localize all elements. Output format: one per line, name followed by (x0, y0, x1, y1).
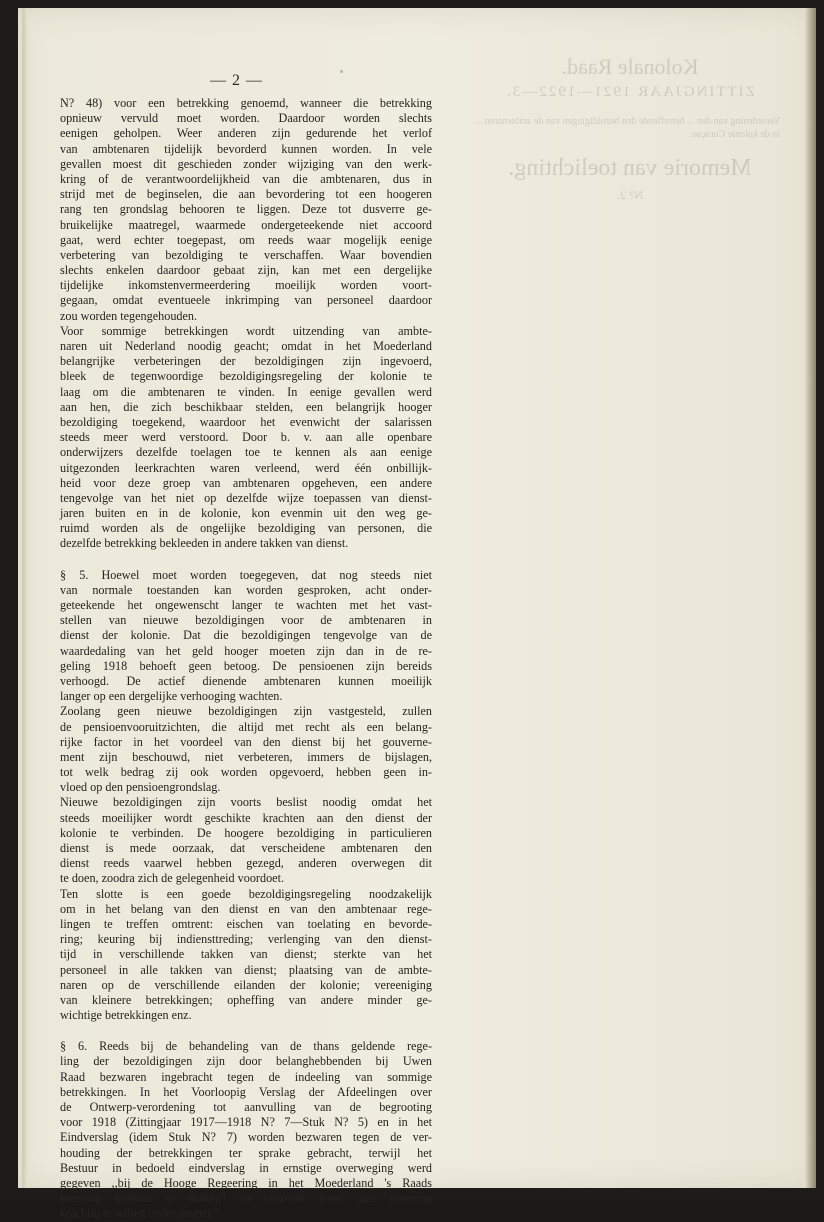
bleed-line-3: Verordening van den ... betreffende den bezoldigingen van de ambtenaren ... in de kolonie Curaçao. (474, 116, 780, 140)
text-line: krachtig te willen ondersteunen". (60, 1206, 222, 1221)
text-line: uitgezonden leerkrachten waren verleend, werd één onbillijk- (60, 460, 432, 475)
text-line: betrekkingen. In het Voorloopig Verslag der Afdeelingen over (60, 1084, 432, 1099)
text-line: tengevolge van het niet op dezelfde wijze toepassen van dienst- (60, 490, 432, 505)
text-line: bruikelijke maatregel, waarmede ondergeteekende niet accoord (60, 217, 432, 232)
bleed-line-4: Memorie van toelichting. (508, 155, 752, 181)
text-line: dezelfde betrekking bekleeden in andere takken van dienst. (60, 536, 349, 551)
text-line: langer op een dergelijke verhooging wachten. (60, 689, 283, 704)
text-line: tijdelijke inkomstenvermeerdering moeilijk worden voort- (60, 278, 432, 293)
paragraph-gap (60, 1023, 432, 1039)
text-line: lingen te treffen omtrent: eischen van toelating en bevorde- (60, 916, 432, 931)
text-line: ling der bezoldigingen zijn door belanghebbenden bij Uwen (60, 1054, 432, 1069)
text-line: geling 1918 behoeft geen betoog. De pensioenen zijn bereids (60, 658, 432, 673)
text-line: Raad bezwaren ingebracht tegen de indeeling van sommige (60, 1069, 432, 1084)
text-line: ring; keuring bij indiensttreding; verlenging van den dienst- (60, 932, 432, 947)
text-line: aan hen, die zich beschikbaar stelden, een belangrijk hooger (60, 399, 432, 414)
text-line: eenigen geholpen. Weer anderen zijn gedurende het verlof (60, 126, 432, 141)
text-line: naren op de verschillende eilanden der kolonie; vereeniging (60, 977, 432, 992)
text-line: bezoldiging toegekend, waardoor het evenwicht der salarissen (60, 414, 432, 429)
page-outer-edge (804, 8, 816, 1188)
text-line: meening kenbaar te maken" en verzocht werd ,,die meening (60, 1191, 432, 1206)
text-line: § 6. Reeds bij de behandeling van de thans geldende rege- (60, 1039, 432, 1054)
text-line: tot welk bedrag zij ook worden opgevoerd, hebben geen in- (60, 765, 432, 780)
text-line: tijd in verschillende takken van dienst; sterkte van het (60, 947, 432, 962)
text-line: slechts enkelen daardoor gebaat zijn, kan met een dergelijke (60, 263, 432, 278)
paragraph-gap (60, 552, 432, 568)
text-line: van kleinere betrekkingen; opheffing van andere minder ge- (60, 992, 432, 1007)
text-line: kring of de verantwoordelijkheid van die ambtenaren, dus in (60, 171, 432, 186)
text-line: Bestuur in bedoeld eindverslag in ernstige overweging werd (60, 1160, 432, 1175)
text-line: gaat, werd echter toegepast, om reeds waar mogelijk eenige (60, 232, 432, 247)
bleed-line-1: Kolonale Raad. (561, 54, 699, 79)
text-line: jaren buiten en in de kolonie, kon evenmin uit den weg ge- (60, 506, 432, 521)
text-line: § 5. Hoewel moet worden toegegeven, dat nog steeds niet (60, 567, 432, 582)
text-line: steeds meer werd verstoord. Door b. v. aan alle openbare (60, 430, 432, 445)
bleed-line-5: N? 2. (617, 188, 643, 202)
text-line: Voor sommige betrekkingen wordt uitzending van ambte- (60, 323, 432, 338)
text-line: zou worden tegengehouden. (60, 308, 198, 323)
text-line: bleek de tegenwoordige bezoldigingsregeling der kolonie te (60, 369, 432, 384)
text-line: gegeven ,,bij de Hooge Regeering in het Moederland 's Raads (60, 1175, 432, 1190)
text-line: verhoogd. De actief dienende ambtenaren kunnen moeilijk (60, 673, 432, 688)
text-line: personeel in alle takken van dienst; plaatsing van de ambte- (60, 962, 432, 977)
bleed-through-text (470, 50, 790, 203)
text-line: Ten slotte is een goede bezoldigingsregeling noodzakelijk (60, 886, 432, 901)
text-line: vloed op den pensioengrondslag. (60, 780, 221, 795)
text-line: van normale toestanden kan worden gesproken, acht onder- (60, 582, 432, 597)
text-line: dienst reeds vaarwel hebben gezegd, anderen overwegen dit (60, 856, 432, 871)
text-line: naren uit Nederland noodig geacht; omdat in het Moederland (60, 339, 432, 353)
text-line: steeds moeilijker wordt geschikte krachten aan den dienst der (60, 810, 432, 825)
paper-speck (340, 70, 343, 73)
text-line: heid voor deze groep van ambtenaren opgeheven, een andere (60, 475, 432, 490)
text-line: verbetering van bezoldiging te verschaffen. Waar bovendien (60, 247, 432, 262)
text-line: ment zijn beschouwd, niet verbeteren, immers de bijslagen, (60, 749, 432, 764)
text-line: N? 48) voor een betrekking genoemd, wanneer die betrekking (60, 96, 432, 110)
text-line: belangrijke verbeteringen der bezoldigingen zijn ingevoerd, (60, 354, 432, 369)
text-line: strijd met de beginselen, die aan bevordering tot een hoogeren (60, 187, 432, 202)
text-line: van ambtenaren tijdelijk bevorderd kunnen worden. In vele (60, 141, 432, 156)
text-line: houding der betrekkingen ter sprake gebracht, terwijl het (60, 1145, 432, 1160)
text-line: onderwijzers dezelfde toelagen toe te kennen als aan eenige (60, 445, 432, 460)
text-line: stellen van nieuwe bezoldigingen voor de ambtenaren in (60, 613, 432, 628)
text-line: wichtige betrekkingen enz. (60, 1008, 192, 1023)
text-line: kolonie te verbinden. De hoogere bezoldiging in particulieren (60, 825, 432, 840)
text-line: dienst is mede oorzaak, dat verscheidene ambtenaren den (60, 841, 432, 855)
text-line: Nieuwe bezoldigingen zijn voorts beslist noodig omdat het (60, 795, 432, 810)
text-line: rang ten grondslag behooren te liggen. Deze tot dusverre ge- (60, 202, 432, 217)
text-line: laag om die ambtenaren te vinden. In eenige gevallen werd (60, 384, 432, 399)
text-line: geteekende het ongewenscht langer te wachten met het vast- (60, 598, 432, 612)
text-line: de Ontwerp-verordening tot aanvulling van de begrooting (60, 1100, 432, 1114)
page-binding-edge (22, 8, 28, 1188)
text-line: ruimd worden als de ongelijke bezoldiging van personen, die (60, 521, 432, 536)
text-line: gegaan, omdat eventueele inkrimping van personeel daardoor (60, 293, 432, 308)
text-line: gevallen moest dit geschieden zonder wijziging van den werk- (60, 156, 432, 171)
document-body (60, 96, 432, 1222)
text-line: waardedaling van het geld hooger moeten zijn dan in de re- (60, 643, 432, 658)
text-line: om in het belang van den dienst en van den ambtenaar rege- (60, 901, 432, 916)
page-number: — 2 — (210, 72, 263, 89)
text-line: opnieuw vervuld moet worden. Daardoor worden slechts (60, 111, 432, 126)
text-line: te doen, zoodra zich de gelegenheid voordoet. (60, 871, 285, 886)
text-line: de pensioenvooruitzichten, die altijd met recht als een belang- (60, 719, 432, 734)
text-line: voor 1918 (Zittingjaar 1917—1918 N? 7—Stuk N? 5) en in het (60, 1115, 432, 1130)
text-line: Eindverslag (idem Stuk N? 7) worden bezwaren tegen de ver- (60, 1130, 432, 1145)
text-line: dienst der kolonie. Dat die bezoldigingen tengevolge van de (60, 628, 432, 643)
text-line: rijke factor in het voordeel van den dienst bij het gouverne- (60, 734, 432, 749)
bleed-line-2: ZITTINGJAAR 1921—1922—3. (505, 84, 755, 100)
text-line: Zoolang geen nieuwe bezoldigingen zijn vastgesteld, zullen (60, 704, 432, 719)
